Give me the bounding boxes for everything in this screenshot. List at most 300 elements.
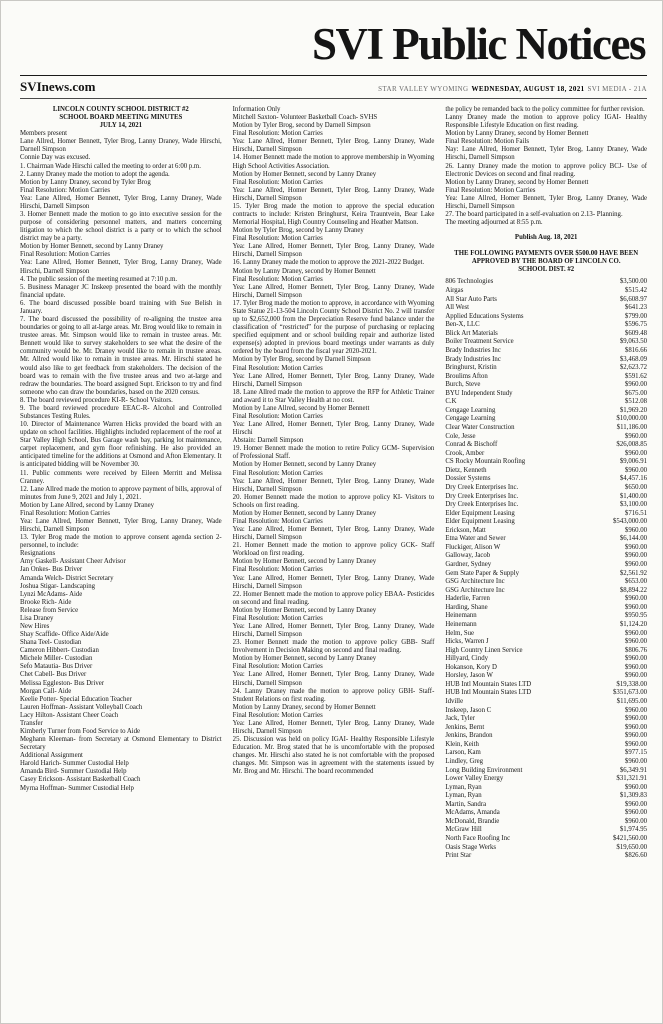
notice-paragraph: Melissa Eggleston- Bus Driver [20, 679, 105, 687]
notice-paragraph: Members present [20, 130, 67, 138]
notice-paragraph: Motion by Homer Bennett, second by Lanny Draney [20, 243, 164, 251]
notice-paragraph: Amanda Welch- District Secretary [20, 574, 114, 582]
notice-paragraph: the policy be remanded back to the policy committee for further revision. [445, 106, 645, 113]
payment-row [445, 338, 647, 347]
column-2 [233, 106, 435, 861]
payee-name: Dry Creek Enterprises Inc. [445, 483, 519, 491]
notice-paragraph: Kimberly Turner from Food Service to Aide [20, 728, 141, 736]
payment-row [445, 458, 647, 467]
payee-name: High Country Linen Service [445, 646, 523, 654]
notice-paragraph: 27. The board participated in a self-evaluation on 2.13- Planning. [445, 211, 623, 219]
payment-row [445, 570, 647, 579]
payee-name: Etna Water and Sewer [445, 535, 506, 543]
payment-row [445, 373, 647, 382]
payee-name: Ben-X, LLC [445, 321, 480, 329]
payment-amount: $1,309.83 [619, 792, 648, 800]
notice-paragraph: Lisa Draney [20, 614, 54, 622]
payee-name: All West [445, 304, 470, 312]
payee-name: Hicks, Warren J [445, 638, 489, 646]
payment-row [445, 510, 647, 519]
payment-amount: $543,000.00 [613, 518, 648, 526]
payment-amount: $19,650.00 [616, 843, 648, 851]
payment-amount: $960.00 [624, 817, 648, 825]
notice-paragraph: Meghann Kleeman- from Secretary at Osmond Elementary to District Secretary [20, 736, 222, 752]
payment-row [445, 801, 647, 810]
notice-paragraph: Final Resolution: Motion Carries [232, 711, 323, 719]
payee-name: HUB Intl Mountain States LTD [445, 689, 532, 697]
payment-amount: $960.00 [624, 432, 648, 440]
notice-paragraph: Motion by Lanny Draney, second by Homer Bennett [232, 703, 376, 711]
payee-name: Jenkins, Bernt [445, 723, 485, 731]
payments-table [445, 278, 647, 860]
notice-paragraph: Motion by Lane Allred, second by Homer Bennett [232, 404, 370, 412]
payment-amount: $960.00 [624, 715, 648, 723]
payment-row [445, 527, 647, 536]
payment-amount: $960.00 [624, 783, 648, 791]
payment-row [445, 544, 647, 553]
notice-paragraph: Motion by Homer Bennett, second by Lanny Draney [232, 655, 377, 663]
notice-paragraph: 5. Business Manager JC Inskeep presented the board with the monthly financial update. [20, 283, 222, 299]
notice-paragraph: New Hires [20, 623, 50, 630]
payment-amount: $512.08 [624, 398, 648, 406]
payment-amount: $6,349.91 [619, 766, 648, 774]
payment-amount: $591.62 [624, 372, 648, 380]
publish-line: Publish Aug. 18, 2021 [514, 234, 578, 242]
column-1 [20, 106, 222, 861]
payee-name: Boiler Treatment Service [445, 338, 514, 346]
notice-paragraph: Myrna Hoffman- Summer Custodial Help [20, 784, 134, 792]
payment-row [445, 381, 647, 390]
notice-paragraph: Final Resolution: Motion Carries [232, 364, 323, 372]
notice-paragraph: Shana Teel- Custodian [20, 639, 82, 647]
payment-amount: $960.00 [624, 561, 648, 569]
payee-name: Klein, Keith [445, 740, 479, 748]
notice-paragraph: 22. Homer Bennett made the motion to approve policy EBAA- Pesticides on second and final reading. [232, 590, 435, 606]
page-title: SVI Public Notices [312, 19, 645, 69]
payee-name: Hokanson, Kory D [445, 663, 497, 671]
payment-row [445, 792, 647, 801]
payee-name: Bringhurst, Kristin [445, 364, 497, 372]
payment-row [445, 475, 647, 484]
payment-amount: $960.00 [624, 629, 648, 637]
payment-amount: $9,063.50 [619, 338, 648, 346]
notice-paragraph: Yea: Lane Allred, Homer Bennett, Tyler Brog, Lanny Draney, Wade Hirschi, Darnell Simpson [232, 719, 435, 736]
notice-paragraph: 21. Homer Bennett made the motion to approve policy GCK- Staff Workload on first reading. [232, 542, 435, 558]
notice-paragraph: 24. Lanny Draney made the motion to approve policy GBH- Staff-Student Relations on first reading. [232, 687, 435, 703]
location-label: STAR VALLEY WYOMING [378, 85, 469, 93]
payment-amount: $960.00 [624, 800, 648, 808]
notice-paragraph: Final Resolution: Motion Carries [232, 566, 323, 574]
notice-paragraph: Joshua Stigar- Landscaping [20, 582, 95, 590]
notice-paragraph: Final Resolution: Motion Carries [232, 614, 323, 622]
notice-paragraph: Lacy Hilton- Assistant Cheer Coach [20, 711, 119, 719]
payment-amount: $960.00 [624, 732, 648, 740]
notice-paragraph: Information Only [232, 106, 281, 113]
payee-name: Gem State Paper & Supply [445, 569, 519, 577]
payment-amount: $960.00 [624, 740, 648, 748]
notice-paragraph: Motion by Lanny Draney, second by Tyler Brog [20, 178, 151, 186]
notice-paragraph: 18. Lane Allred made the motion to approve the RFP for Athletic Trainer and award it to Star Valley Health at no cost. [232, 388, 435, 404]
payee-name: Crook, Amber [445, 449, 485, 457]
notice-paragraph: Abstain: Darnell Simpson [232, 437, 304, 445]
payment-row [445, 321, 647, 330]
notice-heading: LINCOLN COUNTY SCHOOL DISTRICT #2 [52, 106, 189, 113]
notice-paragraph: 10. Director of Maintenance Warren Hicks provided the board with an update on school facilities. Highlights included replacement of the roof at Star Valley High School, Bus Garage wash bay, parking lot maintenance, carpet replacement, and gym floor refinishing. He also provided an anticipated timeline for the additions at Osmond and Afton Elementary. It is anticipated bidding will be November 30. [20, 421, 222, 469]
payment-row [445, 715, 647, 724]
payee-name: Blick Art Materials [445, 329, 498, 337]
payee-name: Fluckiger, Alison W [445, 543, 501, 551]
notice-paragraph: Amy Gaskell- Assistant Cheer Advisor [20, 558, 126, 566]
payment-amount: $960.00 [624, 595, 648, 603]
payment-row [445, 604, 647, 613]
payment-amount: $1,400.00 [619, 492, 648, 500]
payment-row [445, 749, 647, 758]
payment-amount: $960.00 [624, 723, 648, 731]
payment-row [445, 296, 647, 305]
payment-amount: $1,969.20 [619, 406, 648, 414]
notice-paragraph: Motion by Lanny Draney, second by Homer Bennett [445, 178, 589, 186]
payment-row [445, 535, 647, 544]
notice-paragraph: Motion by Homer Bennett, second by Lanny Draney [232, 606, 377, 614]
notice-heading: JULY 14, 2021 [99, 122, 143, 130]
payment-amount: $960.00 [624, 655, 648, 663]
payment-row [445, 612, 647, 621]
payee-name: Cengage Learning [445, 406, 496, 414]
notice-paragraph: 7. The board discussed the possibility of re-aligning the trustee area boundaries or going to all at-large areas. Mr. Brog would like to remain in trustee areas. Mr. Simpson would like to remain in trustee areas. Mr. Bennett would like to survey stakeholders to see what the desire of the community would be. Mr. Draney would like to remain in trustee areas. Mr. Allred would like to remain in trustee areas. Mr. Hirschi stated he would also like to get feedback from stakeholders. The decision of the board was to remain with the five trustee areas and two at-large and redraw the boundaries. The board assigned Supt. Erickson to try and find someone who can draw the boundaries, based on the 2020 census. [20, 316, 222, 396]
notice-paragraph: Nay: Lane Allred, Homer Bennett, Tyler Brog, Lanny Draney, Wade Hirschi, Darnell Simpson [445, 146, 648, 162]
notice-paragraph: Motion by Lanny Draney, second by Homer Bennett [445, 130, 589, 138]
notice-paragraph: 9. The board reviewed procedure EEAC-R- Alcohol and Controlled Substances Testing Rules. [20, 404, 222, 420]
payment-amount: $11,695.00 [616, 698, 648, 706]
payee-name: Dry Creek Enterprises Inc. [445, 492, 519, 500]
payment-amount: $1,124.20 [619, 620, 648, 628]
payee-name: Idville [445, 698, 464, 706]
notice-paragraph: 25. Discussion was held on policy IGAI- Healthy Responsible Lifestyle Education. Mr. Brog stated that he is uncomfortable with the proposed changes. Mr. Hirschi also stated he is not comfortable with the proposed changes. Mr. Simpson was in agreement with the statements issued by Mr. Brog and Mr. Hirschi. The board recommended [232, 736, 435, 776]
payment-amount: $960.00 [624, 809, 648, 817]
payment-row [445, 450, 647, 459]
notice-paragraph: 16. Lanny Draney made the motion to approve the 2021-2022 Budget. [232, 259, 425, 267]
notice-paragraph: Final Resolution: Motion Carries [445, 186, 536, 194]
payments-heading: SCHOOL DIST. #2 [518, 266, 575, 274]
payee-name: Erickson, Matt [445, 526, 486, 534]
notice-paragraph: Mitchell Saxton- Volunteer Basketball Coach- SVHS [232, 114, 378, 122]
payee-name: Horsley, Jason W [445, 672, 493, 680]
payee-name: Print Star [445, 852, 472, 860]
notice-paragraph: Resignations [20, 550, 56, 558]
payment-amount: $3,500.00 [619, 278, 648, 286]
payment-row [445, 852, 647, 861]
notice-paragraph: Yea: Lane Allred, Homer Bennett, Tyler Brog, Lanny Draney, Wade Hirschi, Darnell Simpson [20, 517, 222, 534]
payee-name: Gardner, Sydney [445, 561, 492, 569]
notice-paragraph: 17. Tyler Brog made the motion to approve, in accordance with Wyoming State Statue 21-13-504 Lincoln County School District No. 2 will transfer up to $2,652,000 from the Depreciation Reserve fund balance under the classification of “restricted” for the purpose of purchasing or replacing specified equipment and or school building repair and authorize listed expense(s) adopted in previous board meetings under warrants as duly ordered by the board from the fiscal year 2020-2021. [232, 299, 435, 356]
payment-amount: $960.00 [624, 449, 648, 457]
payee-name: HUB Intl Mountain States LTD [445, 680, 532, 688]
payment-amount: $1,974.95 [619, 826, 648, 834]
payment-row [445, 287, 647, 296]
info-rule [20, 98, 647, 99]
payment-amount: $960.00 [624, 603, 648, 611]
payee-name: Inskeep, Jason C [445, 706, 492, 714]
payee-name: Oasis Stage Werks [445, 843, 497, 851]
notice-paragraph: Motion by Homer Bennett, second by Lanny Draney [232, 558, 377, 566]
payment-amount: $960.00 [624, 672, 648, 680]
payment-row [445, 732, 647, 741]
payee-name: North Face Roofing Inc [445, 835, 511, 843]
payment-amount: $816.66 [624, 346, 648, 354]
notice-paragraph: Motion by Homer Bennett, second by Lanny Draney [232, 509, 377, 517]
notice-paragraph: Motion by Homer Bennett, second by Lanny Draney [232, 170, 377, 178]
notice-paragraph: 3. Homer Bennett made the motion to go into executive session for the purpose of considering personnel matters, and matters concerning litigation to which the school district is a party or to which the school district may be a party. [20, 211, 222, 243]
payee-name: McDonald, Brandie [445, 817, 500, 825]
notice-paragraph: Lane Allred, Homer Bennett, Tyler Brog, Lanny Draney, Wade Hirschi, Darnell Simpson [20, 138, 222, 154]
notice-paragraph: Sefo Matautia- Bus Driver [20, 663, 93, 671]
payment-amount: $609.48 [624, 329, 648, 337]
notice-paragraph: Brooke Rich- Aide [20, 598, 72, 606]
notice-paragraph: Yea: Lane Allred, Homer Bennett, Tyler Brog, Lanny Draney, Wade Hirschi, Darnell Simpson [232, 243, 435, 259]
payment-amount: $3,100.00 [619, 501, 648, 509]
notice-paragraph: 15. Tyler Brog made the motion to approve the special education contracts to include: Kristen Bringhurst, Keira Trauntvein, Bear Lake Memorial Hospital, High Country Counseling and Heather Mattson. [232, 202, 435, 227]
payment-amount: $26,008.85 [616, 441, 648, 449]
dateline [378, 85, 647, 93]
payee-name: GSG Architecture Inc [445, 578, 505, 586]
payee-name: Cengage Learning [445, 415, 496, 423]
payment-row [445, 621, 647, 630]
payee-name: Brady Industries Inc [445, 355, 501, 363]
payment-amount: $675.00 [624, 389, 648, 397]
notice-paragraph: Final Resolution: Motion Carries [232, 235, 323, 243]
notice-paragraph: Lauren Hoffman- Assistant Volleyball Coach [20, 703, 143, 711]
notice-columns [20, 106, 647, 861]
notice-paragraph: 26. Lanny Draney made the motion to approve policy BCJ- Use of Electronic Devices on second and final reading. [445, 162, 648, 178]
payment-row [445, 278, 647, 287]
payment-row [445, 501, 647, 510]
payee-name: Dietz, Kenneth [445, 466, 487, 474]
payment-row [445, 552, 647, 561]
payment-row [445, 347, 647, 356]
payment-amount: $10,000.00 [616, 415, 648, 423]
payee-name: Hillyard, Cindy [445, 655, 489, 663]
payee-name: Elder Equipment Leasing [445, 509, 515, 517]
payment-row [445, 398, 647, 407]
payment-row [445, 424, 647, 433]
payment-amount: $6,144.00 [619, 535, 648, 543]
payee-name: Galloway, Jacob [445, 552, 491, 560]
notice-paragraph: Lynzi McAdams- Aide [20, 590, 83, 598]
payment-row [445, 364, 647, 373]
payment-row [445, 433, 647, 442]
payee-name: Conrad & Bischoff [445, 441, 498, 449]
payment-row [445, 647, 647, 656]
payments-heading: APPROVED BY THE BOARD OF LINCOLN CO. [471, 258, 621, 266]
notice-paragraph: Cameron Hibbert- Custodian [20, 647, 99, 655]
notice-heading: SCHOOL BOARD MEETING MINUTES [59, 114, 183, 122]
notice-paragraph: Final Resolution: Motion Carries [232, 130, 323, 138]
payment-row [445, 809, 647, 818]
payment-amount: $806.76 [624, 646, 648, 654]
payment-row [445, 818, 647, 827]
payment-amount: $4,457.16 [619, 475, 648, 483]
payment-amount: $650.00 [624, 483, 648, 491]
payment-amount: $9,006.91 [619, 458, 648, 466]
notice-paragraph: 6. The board discussed possible board training with Sue Belish in January. [20, 299, 222, 315]
notice-paragraph: Final Resolution: Motion Carries [232, 517, 323, 525]
payee-name: Heinemann [445, 620, 477, 628]
payment-amount: $799.00 [624, 312, 648, 320]
notice-paragraph: Release from Service [20, 606, 79, 614]
notice-paragraph: Yea: Lane Allred, Homer Bennett, Tyler Brog, Lanny Draney, Wade Hirschi, Darnell Simpson [20, 194, 222, 210]
payment-row [445, 767, 647, 776]
payment-row [445, 595, 647, 604]
payment-row [445, 681, 647, 690]
payment-row [445, 689, 647, 698]
notice-paragraph: Casey Erickson- Assistant Basketball Coach [20, 776, 141, 784]
payment-row [445, 407, 647, 416]
notice-paragraph: Final Resolution: Motion Fails [445, 138, 529, 146]
payment-row [445, 493, 647, 502]
payee-name: Jenkins, Brandon [445, 732, 493, 740]
payee-name: C.K [445, 398, 457, 406]
notice-paragraph: Yea: Lane Allred, Homer Bennett, Tyler Brog, Lanny Draney, Wade Hirschi, Darnell Simpson [232, 477, 435, 493]
notice-paragraph: Additional Assignment [20, 752, 83, 760]
column-3-text [445, 106, 647, 274]
notice-paragraph: 19. Homer Bennett made the motion to retire Policy GCM- Supervision of Professional Staff. [232, 445, 435, 461]
payment-row [445, 313, 647, 322]
payment-row [445, 561, 647, 570]
notice-paragraph: 23. Homer Bennett made the motion to approve policy GBB- Staff Involvement in Decision Making on second and final reading. [232, 639, 435, 655]
notice-paragraph: Yea: Lane Allred, Homer Bennett, Tyler Brog, Lanny Draney, Wade Hirschi, Darnell Simpson [232, 372, 435, 388]
payment-amount: $515.42 [624, 287, 648, 295]
payment-amount: $6,608.97 [619, 295, 648, 303]
payment-amount: $826.60 [624, 852, 648, 860]
payment-row [445, 775, 647, 784]
payment-amount: $31,321.91 [616, 775, 648, 783]
payment-row [445, 304, 647, 313]
notice-paragraph: Motion by Tyler Brog, second by Lanny Draney [232, 227, 364, 235]
payment-amount: $960.00 [624, 706, 648, 714]
info-line [20, 76, 647, 98]
payment-amount: $960.00 [624, 543, 648, 551]
notice-paragraph: 20. Homer Bennett made the motion to approve policy KI- Visitors to Schools on first reading. [232, 493, 435, 509]
payment-amount: $960.00 [624, 381, 648, 389]
payee-name: Brady Industries Inc [445, 346, 501, 354]
payment-row [445, 518, 647, 527]
notice-paragraph: Motion by Tyler Brog, second by Darnell Simpson [232, 122, 371, 130]
payment-row [445, 467, 647, 476]
payee-name: McGraw Hill [445, 826, 482, 834]
notice-paragraph: 2. Lanny Draney made the motion to adopt the agenda. [20, 170, 170, 178]
payment-row [445, 826, 647, 835]
payment-row [445, 415, 647, 424]
notice-paragraph: Transfer [20, 719, 43, 727]
payee-name: CS Rocky Mountain Roofing [445, 458, 526, 466]
column-3 [445, 106, 647, 861]
payee-name: All Star Auto Parts [445, 295, 497, 303]
payee-name: Lyman, Ryan [445, 783, 482, 791]
payee-name: Elder Equipment Leasing [445, 518, 515, 526]
notice-paragraph: Yea: Lane Allred, Homer Bennett, Tyler Brog, Lanny Draney, Wade Hirschi, Darnell Simpson [232, 186, 435, 202]
payee-name: Harding, Shane [445, 603, 488, 611]
notice-paragraph: Lanny Draney made the motion to approve policy IGAI- Healthy Responsible Lifestyle Education on first reading. [445, 114, 648, 130]
payment-amount: $960.00 [624, 757, 648, 765]
notice-paragraph: Yea: Lane Allred, Homer Bennett, Tyler Brog, Lanny Draney, Wade Hirschi, Darnell Simpson [232, 623, 435, 639]
payment-row [445, 441, 647, 450]
payee-name: Dossier Systems [445, 475, 491, 483]
payment-row [445, 390, 647, 399]
payee-name: GSG Architecture Inc [445, 586, 505, 594]
payee-name: BYU Independent Study [445, 389, 513, 397]
payment-amount: $2,623.72 [619, 364, 648, 372]
payment-row [445, 638, 647, 647]
notice-paragraph: Morgan Call- Aide [20, 687, 72, 695]
notice-paragraph: Motion by Lane Allred, second by Lanny Draney [20, 501, 155, 509]
payment-row [445, 664, 647, 673]
payment-amount: $11,186.00 [616, 424, 648, 432]
notice-paragraph: Harold Harich- Summer Custodial Help [20, 760, 129, 768]
notice-paragraph: Final Resolution: Motion Carries [20, 251, 111, 259]
payment-row [445, 330, 647, 339]
edition-label: SVI MEDIA - 21A [587, 85, 647, 93]
notice-paragraph: Shay Scaffide- Office Aide/Aide [20, 631, 109, 639]
payee-name: Long Building Environment [445, 766, 523, 774]
payee-name: Lyman, Ryan [445, 792, 482, 800]
site-name: SVInews.com [20, 79, 96, 94]
payee-name: Jack, Tyler [445, 715, 475, 723]
notice-paragraph: Yea: Lane Allred, Homer Bennett, Tyler Brog, Lanny Draney, Wade Hirschi, Darnell Simpson [20, 259, 222, 275]
payment-row [445, 698, 647, 707]
notice-paragraph: 11. Public comments were received by Eileen Merritt and Melissa Cranney. [20, 469, 222, 485]
notice-paragraph: Yea: Lane Allred, Homer Bennett, Tyler Brog, Lanny Draney, Wade Hirschi, Darnell Simpson [232, 526, 435, 542]
payment-row [445, 655, 647, 664]
payee-name: Burch, Steve [445, 381, 481, 389]
payee-name: Larson, Kam [445, 749, 481, 757]
notice-paragraph: Chet Cabell- Bus Driver [20, 671, 87, 679]
payee-name: Martin, Sandra [445, 800, 487, 808]
payee-name: Lower Valley Energy [445, 775, 504, 783]
payment-amount: $960.00 [624, 552, 648, 560]
notice-paragraph: Motion by Homer Bennett, second by Lanny Draney [232, 461, 377, 469]
payment-row [445, 741, 647, 750]
payment-row [445, 356, 647, 365]
payee-name: McAdams, Amanda [445, 809, 500, 817]
payment-row [445, 844, 647, 853]
notice-paragraph: 12. Lane Allred made the motion to approve payment of bills, approval of minutes from June 9, 2021 and July 1, 2021. [20, 485, 222, 501]
payment-amount: $960.00 [624, 638, 648, 646]
notice-paragraph: Yea: Lane Allred, Homer Bennett, Tyler Brog, Lanny Draney, Wade Hirschi, Darnell Simpson [445, 194, 648, 210]
payee-name: Dry Creek Enterprises Inc. [445, 501, 519, 509]
notice-paragraph: Motion by Lanny Draney, second by Homer Bennett [232, 267, 376, 275]
payee-name: Lindley, Greg [445, 757, 484, 765]
notice-paragraph: Amanda Bird- Summer Custodial Help [20, 768, 127, 776]
notice-paragraph: Keelie Potter- Special Education Teacher [20, 695, 132, 703]
payment-amount: $960.00 [624, 526, 648, 534]
notice-paragraph: Final Resolution: Motion Carries [20, 509, 111, 517]
payee-name: Helm, Sue [445, 629, 475, 637]
payment-amount: $596.75 [624, 321, 648, 329]
notice-paragraph: 1. Chairman Wade Hirschi called the meeting to order at 6:00 p.m. [20, 162, 201, 170]
payee-name: Cole, Jesse [445, 432, 476, 440]
payment-row [445, 784, 647, 793]
payment-amount: $716.51 [624, 509, 648, 517]
notice-paragraph: Final Resolution: Motion Carries [232, 663, 323, 671]
payee-name: Clear Water Construction [445, 424, 515, 432]
payment-amount: $351,673.00 [613, 689, 648, 697]
payment-amount: $19,338.00 [616, 680, 648, 688]
payment-row [445, 724, 647, 733]
payment-row [445, 835, 647, 844]
payment-row [445, 707, 647, 716]
payment-amount: $977.15 [624, 749, 648, 757]
notice-paragraph: Final Resolution: Motion Carries [232, 178, 323, 186]
